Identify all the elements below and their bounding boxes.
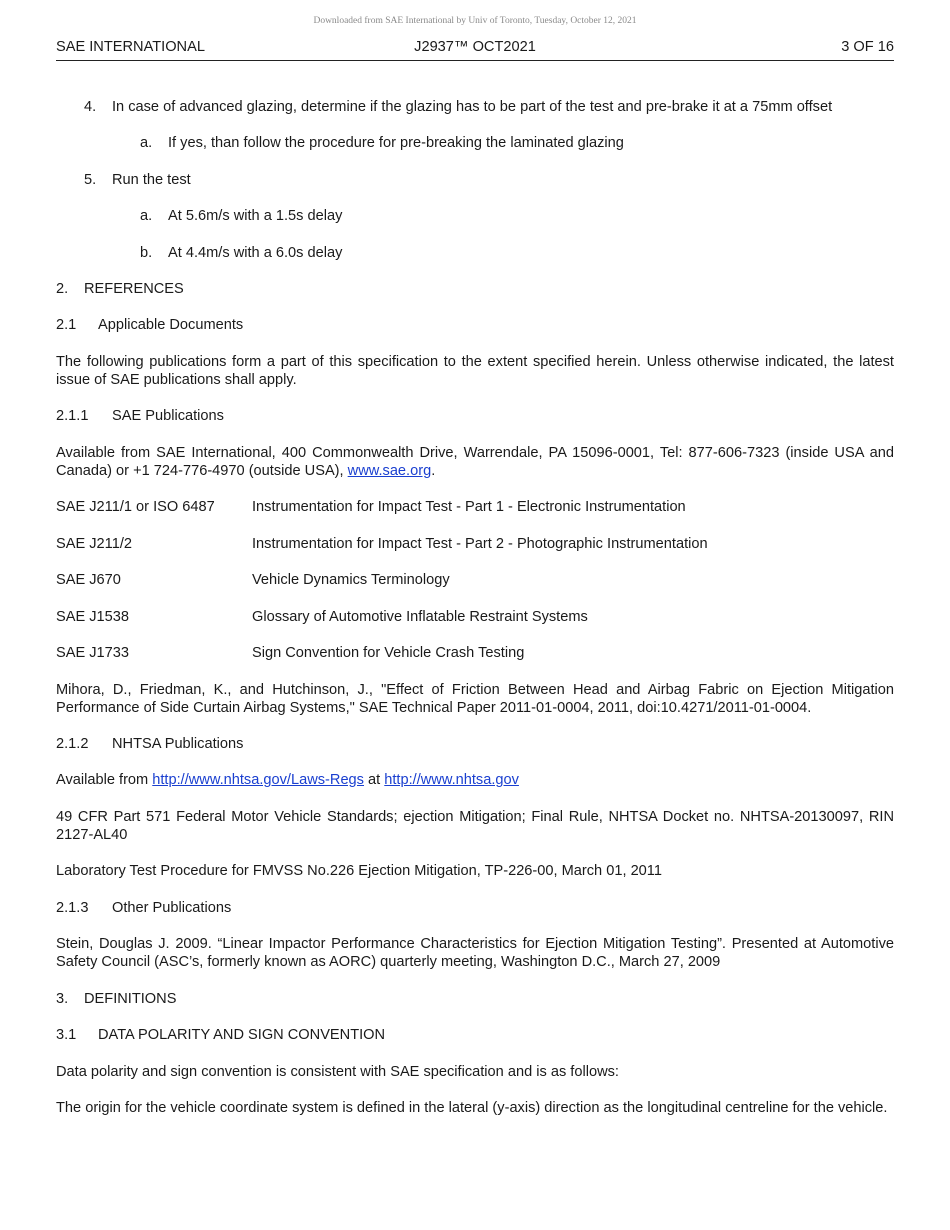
reference-title: Instrumentation for Impact Test - Part 1 - Electronic Instrumentation [252, 499, 686, 515]
section-title: REFERENCES [84, 281, 184, 297]
section-number: 2. [56, 281, 69, 297]
header-doc-id: J2937™ OCT2021 [414, 39, 536, 55]
reference-title: Glossary of Automotive Inflatable Restraint Systems [252, 609, 588, 625]
reference-id: SAE J211/2 [56, 536, 132, 552]
nhtsa-availability-line [56, 771, 519, 789]
header-page-number: 3 OF 16 [841, 39, 894, 55]
reference-id: SAE J670 [56, 572, 121, 588]
section-number: 2.1.3 [56, 900, 89, 916]
step-number: 5. [84, 172, 97, 188]
step-number: b. [140, 245, 153, 261]
applicable-documents-paragraph: The following publications form a part of this specification to the extent specified herein. Unless otherwise indicated, the latest issue of SAE publications shall apply. [56, 354, 894, 388]
mihora-citation: Mihora, D., Friedman, K., and Hutchinson, J., "Effect of Friction Between Head and Airbag Fabric on Ejection Mitigation Performance of Side Curtain Airbag Systems," SAE Technical Paper 2011-01-0004, 2011, doi:10.4271/2011-01-0004. [56, 682, 894, 716]
section-number: 2.1 [56, 317, 77, 333]
reference-id: SAE J1538 [56, 609, 130, 625]
section-number: 3.1 [56, 1027, 77, 1043]
step-number: a. [140, 208, 153, 224]
reference-id: SAE J1733 [56, 645, 130, 661]
section-title: NHTSA Publications [112, 736, 244, 752]
step-text: Run the test [112, 172, 191, 188]
nhtsa-laws-regs-link[interactable]: http://www.nhtsa.gov/Laws-Regs [152, 772, 364, 788]
download-watermark: Downloaded from SAE International by Univ of Toronto, Tuesday, October 12, 2021 [313, 16, 637, 26]
header-org: SAE INTERNATIONAL [56, 39, 205, 55]
polarity-paragraph: Data polarity and sign convention is consistent with SAE specification and is as follows: [56, 1064, 619, 1080]
nhtsa-home-link[interactable]: http://www.nhtsa.gov [384, 772, 519, 788]
sae-availability-text: Available from SAE International, 400 Commonwealth Drive, Warrendale, PA 15096-0001, Tel: 877-606-7323 (inside USA and Canada) or +1 724-776-4970 (outside USA), [56, 445, 894, 479]
origin-paragraph: The origin for the vehicle coordinate system is defined in the lateral (y-axis) direction as the longitudinal centreline for the vehicle. [56, 1100, 888, 1116]
section-number: 2.1.1 [56, 408, 89, 424]
section-number: 3. [56, 991, 69, 1007]
page-header [56, 38, 894, 61]
section-title: SAE Publications [112, 408, 224, 424]
step-text: In case of advanced glazing, determine if the glazing has to be part of the test and pre-brake it at a 75mm offset [112, 99, 833, 115]
nhtsa-availability-prefix: Available from [56, 772, 153, 788]
sae-website-link[interactable]: www.sae.org [347, 463, 432, 479]
section-title: Other Publications [112, 900, 232, 916]
reference-title: Instrumentation for Impact Test - Part 2 - Photographic Instrumentation [252, 536, 708, 552]
nhtsa-availability-mid: at [363, 772, 385, 788]
stein-citation: Stein, Douglas J. 2009. “Linear Impactor Performance Characteristics for Ejection Mitigation Testing”. Presented at Automotive Safety Council (ASC’s, formerly known as AORC) quarterly meeting, Washington D.C., March 27, 2009 [56, 936, 894, 970]
cfr-citation: 49 CFR Part 571 Federal Motor Vehicle Standards; ejection Mitigation; Final Rule, NHTSA Docket no. NHTSA-20130097, RIN 2127-AL40 [56, 809, 894, 843]
reference-title: Vehicle Dynamics Terminology [252, 572, 450, 588]
section-title: DEFINITIONS [84, 991, 177, 1007]
section-number: 2.1.2 [56, 736, 89, 752]
step-text: At 4.4m/s with a 6.0s delay [168, 245, 343, 261]
section-title: DATA POLARITY AND SIGN CONVENTION [98, 1027, 386, 1043]
sae-availability-paragraph [56, 444, 894, 480]
step-number: 4. [84, 99, 97, 115]
reference-id: SAE J211/1 or ISO 6487 [56, 499, 215, 515]
reference-title: Sign Convention for Vehicle Crash Testing [252, 645, 525, 661]
step-text: At 5.6m/s with a 1.5s delay [168, 208, 343, 224]
step-number: a. [140, 135, 153, 151]
section-title: Applicable Documents [98, 317, 244, 333]
sae-availability-end: . [431, 463, 436, 479]
lab-procedure-citation: Laboratory Test Procedure for FMVSS No.226 Ejection Mitigation, TP-226-00, March 01, 2011 [56, 863, 662, 879]
step-text: If yes, than follow the procedure for pre-breaking the laminated glazing [168, 135, 624, 151]
